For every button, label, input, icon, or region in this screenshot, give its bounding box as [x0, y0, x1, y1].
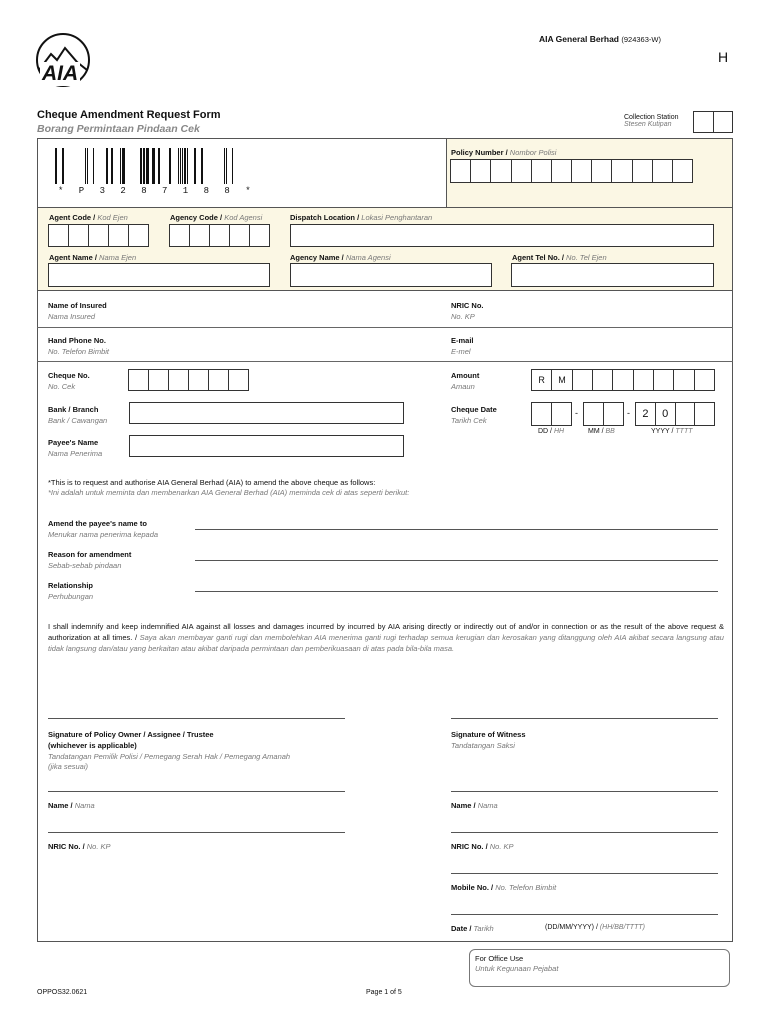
email-label: E-mail E-mel	[451, 336, 474, 356]
page-number: Page 1 of 5	[366, 989, 402, 996]
reason-label: Reason for amendment Sebab-sebab pindaan	[48, 550, 132, 570]
divider	[37, 361, 733, 362]
request-statement: *This is to request and authorise AIA General Berhad (AIA) to amend the above cheque as follows: *Ini adalah untuk meminta dan membenarkan AIA General Berhad (AIA) meminda cek di atas seperti berikut:	[48, 478, 410, 497]
relationship-label: Relationship Perhubungan	[48, 581, 94, 601]
witness-name-line[interactable]	[451, 791, 718, 792]
divider	[37, 327, 733, 328]
amend-payee-label: Amend the payee's name to Menukar nama penerima kepada	[48, 519, 159, 539]
witness-nric-line[interactable]	[451, 832, 718, 833]
phone-label: Hand Phone No. No. Telefon Bimbit	[48, 336, 110, 356]
office-use-box: For Office Use Untuk Kegunaan Pejabat	[469, 949, 730, 987]
owner-signature-line[interactable]	[48, 718, 345, 719]
relationship-line[interactable]	[195, 591, 718, 592]
owner-name-label: Name / Nama	[48, 801, 95, 810]
witness-signature-line[interactable]	[451, 718, 718, 719]
owner-nric-label: NRIC No. / No. KP	[48, 842, 111, 851]
company-header: AIA General Berhad (924363-W)	[539, 34, 661, 44]
agent-tel-label: Agent Tel No. / No. Tel Ejen	[512, 253, 607, 262]
owner-signature-label: Signature of Policy Owner / Assignee / Trustee (whichever is applicable) Tandatangan Pemilik Polisi / Pemegang Serah Hak / Pemegang Amanah (jika sesuai)	[48, 730, 291, 771]
collection-station-boxes[interactable]	[693, 111, 733, 133]
witness-date-line[interactable]	[451, 914, 718, 915]
form-code: OPPOS32.0621	[37, 989, 88, 996]
agent-tel-input[interactable]	[511, 263, 714, 287]
aia-logo: AIA	[33, 32, 93, 90]
payee-input[interactable]	[129, 435, 404, 457]
cheque-date-label: Cheque Date Tarikh Cek	[451, 405, 497, 425]
amount-label: Amount Amaun	[451, 371, 480, 391]
witness-mobile-label: Mobile No. / No. Telefon Bimbit	[451, 883, 557, 892]
insured-name-label: Name of Insured Nama Insured	[48, 301, 107, 321]
policy-number-label: Policy Number / Nombor Polisi	[451, 148, 557, 157]
bank-label: Bank / Branch Bank / Cawangan	[48, 405, 108, 425]
owner-name-line[interactable]	[48, 791, 345, 792]
indemnity-statement: I shall indemnify and keep indemnified AIA against all losses and damages incurred by incurred by AIA arising directly or indirectly out of and/or in connection or as the result of the above request & authorization at all times. / Saya akan membayar ganti rugi dan membolehkan AIA menerima ganti rugi terhadap semua kerugian dan kerosakan yang ditanggung oleh AIA akibat secara langsung atau tidak langsung dan/atau yang berkaitan atau akibat daripada permintaan dan pemberikuasaan di atas pada bila-bila masa.	[48, 622, 724, 653]
barcode	[55, 148, 241, 188]
date-format-label: (DD/MM/YYYY) / (HH/BB/TTTT)	[545, 924, 645, 931]
reason-line[interactable]	[195, 560, 718, 561]
insured-nric-label: NRIC No. No. KP	[451, 301, 484, 321]
dispatch-location-label: Dispatch Location / Lokasi Penghantaran	[290, 213, 433, 222]
witness-date-label: Date / Tarikh	[451, 924, 494, 933]
form-title: Cheque Amendment Request Form Borang Permintaan Pindaan Cek	[37, 109, 221, 135]
agent-name-label: Agent Name / Nama Ejen	[49, 253, 137, 262]
mm-format-label: MM / BB	[588, 428, 615, 435]
collection-station-label: Collection Station Stesen Kutipan	[624, 114, 679, 128]
witness-nric-label: NRIC No. / No. KP	[451, 842, 514, 851]
agency-code-input[interactable]	[169, 224, 270, 247]
agency-name-label: Agency Name / Nama Agensi	[290, 253, 391, 262]
amend-payee-line[interactable]	[195, 529, 718, 530]
agent-code-input[interactable]	[48, 224, 149, 247]
cheque-no-label: Cheque No. No. Cek	[48, 371, 90, 391]
cheque-date-day[interactable]	[531, 402, 572, 426]
agent-name-input[interactable]	[48, 263, 270, 287]
owner-nric-line[interactable]	[48, 832, 345, 833]
agency-name-input[interactable]	[290, 263, 492, 287]
witness-name-label: Name / Nama	[451, 801, 498, 810]
barcode-text: * P 3 2 8 7 1 8 8 *	[58, 186, 256, 196]
amount-input[interactable]: R M	[531, 369, 715, 391]
witness-mobile-line[interactable]	[451, 873, 718, 874]
payee-label: Payee's Name Nama Penerima	[48, 438, 103, 458]
date-separator: -	[627, 408, 630, 418]
bank-input[interactable]	[129, 402, 404, 424]
dd-format-label: DD / HH	[538, 428, 565, 435]
cheque-date-year[interactable]: 2 0	[635, 402, 715, 426]
policy-number-input[interactable]	[450, 159, 693, 183]
cheque-date-month[interactable]	[583, 402, 624, 426]
agency-code-label: Agency Code / Kod Agensi	[170, 213, 263, 222]
yyyy-format-label: YYYY / TTTT	[651, 428, 693, 435]
dispatch-location-input[interactable]	[290, 224, 714, 247]
date-separator: -	[575, 408, 578, 418]
agent-code-label: Agent Code / Kod Ejen	[49, 213, 128, 222]
cheque-no-input[interactable]	[128, 369, 249, 391]
witness-signature-label: Signature of Witness Tandatangan Saksi	[451, 730, 526, 750]
corner-letter: H	[718, 49, 729, 65]
